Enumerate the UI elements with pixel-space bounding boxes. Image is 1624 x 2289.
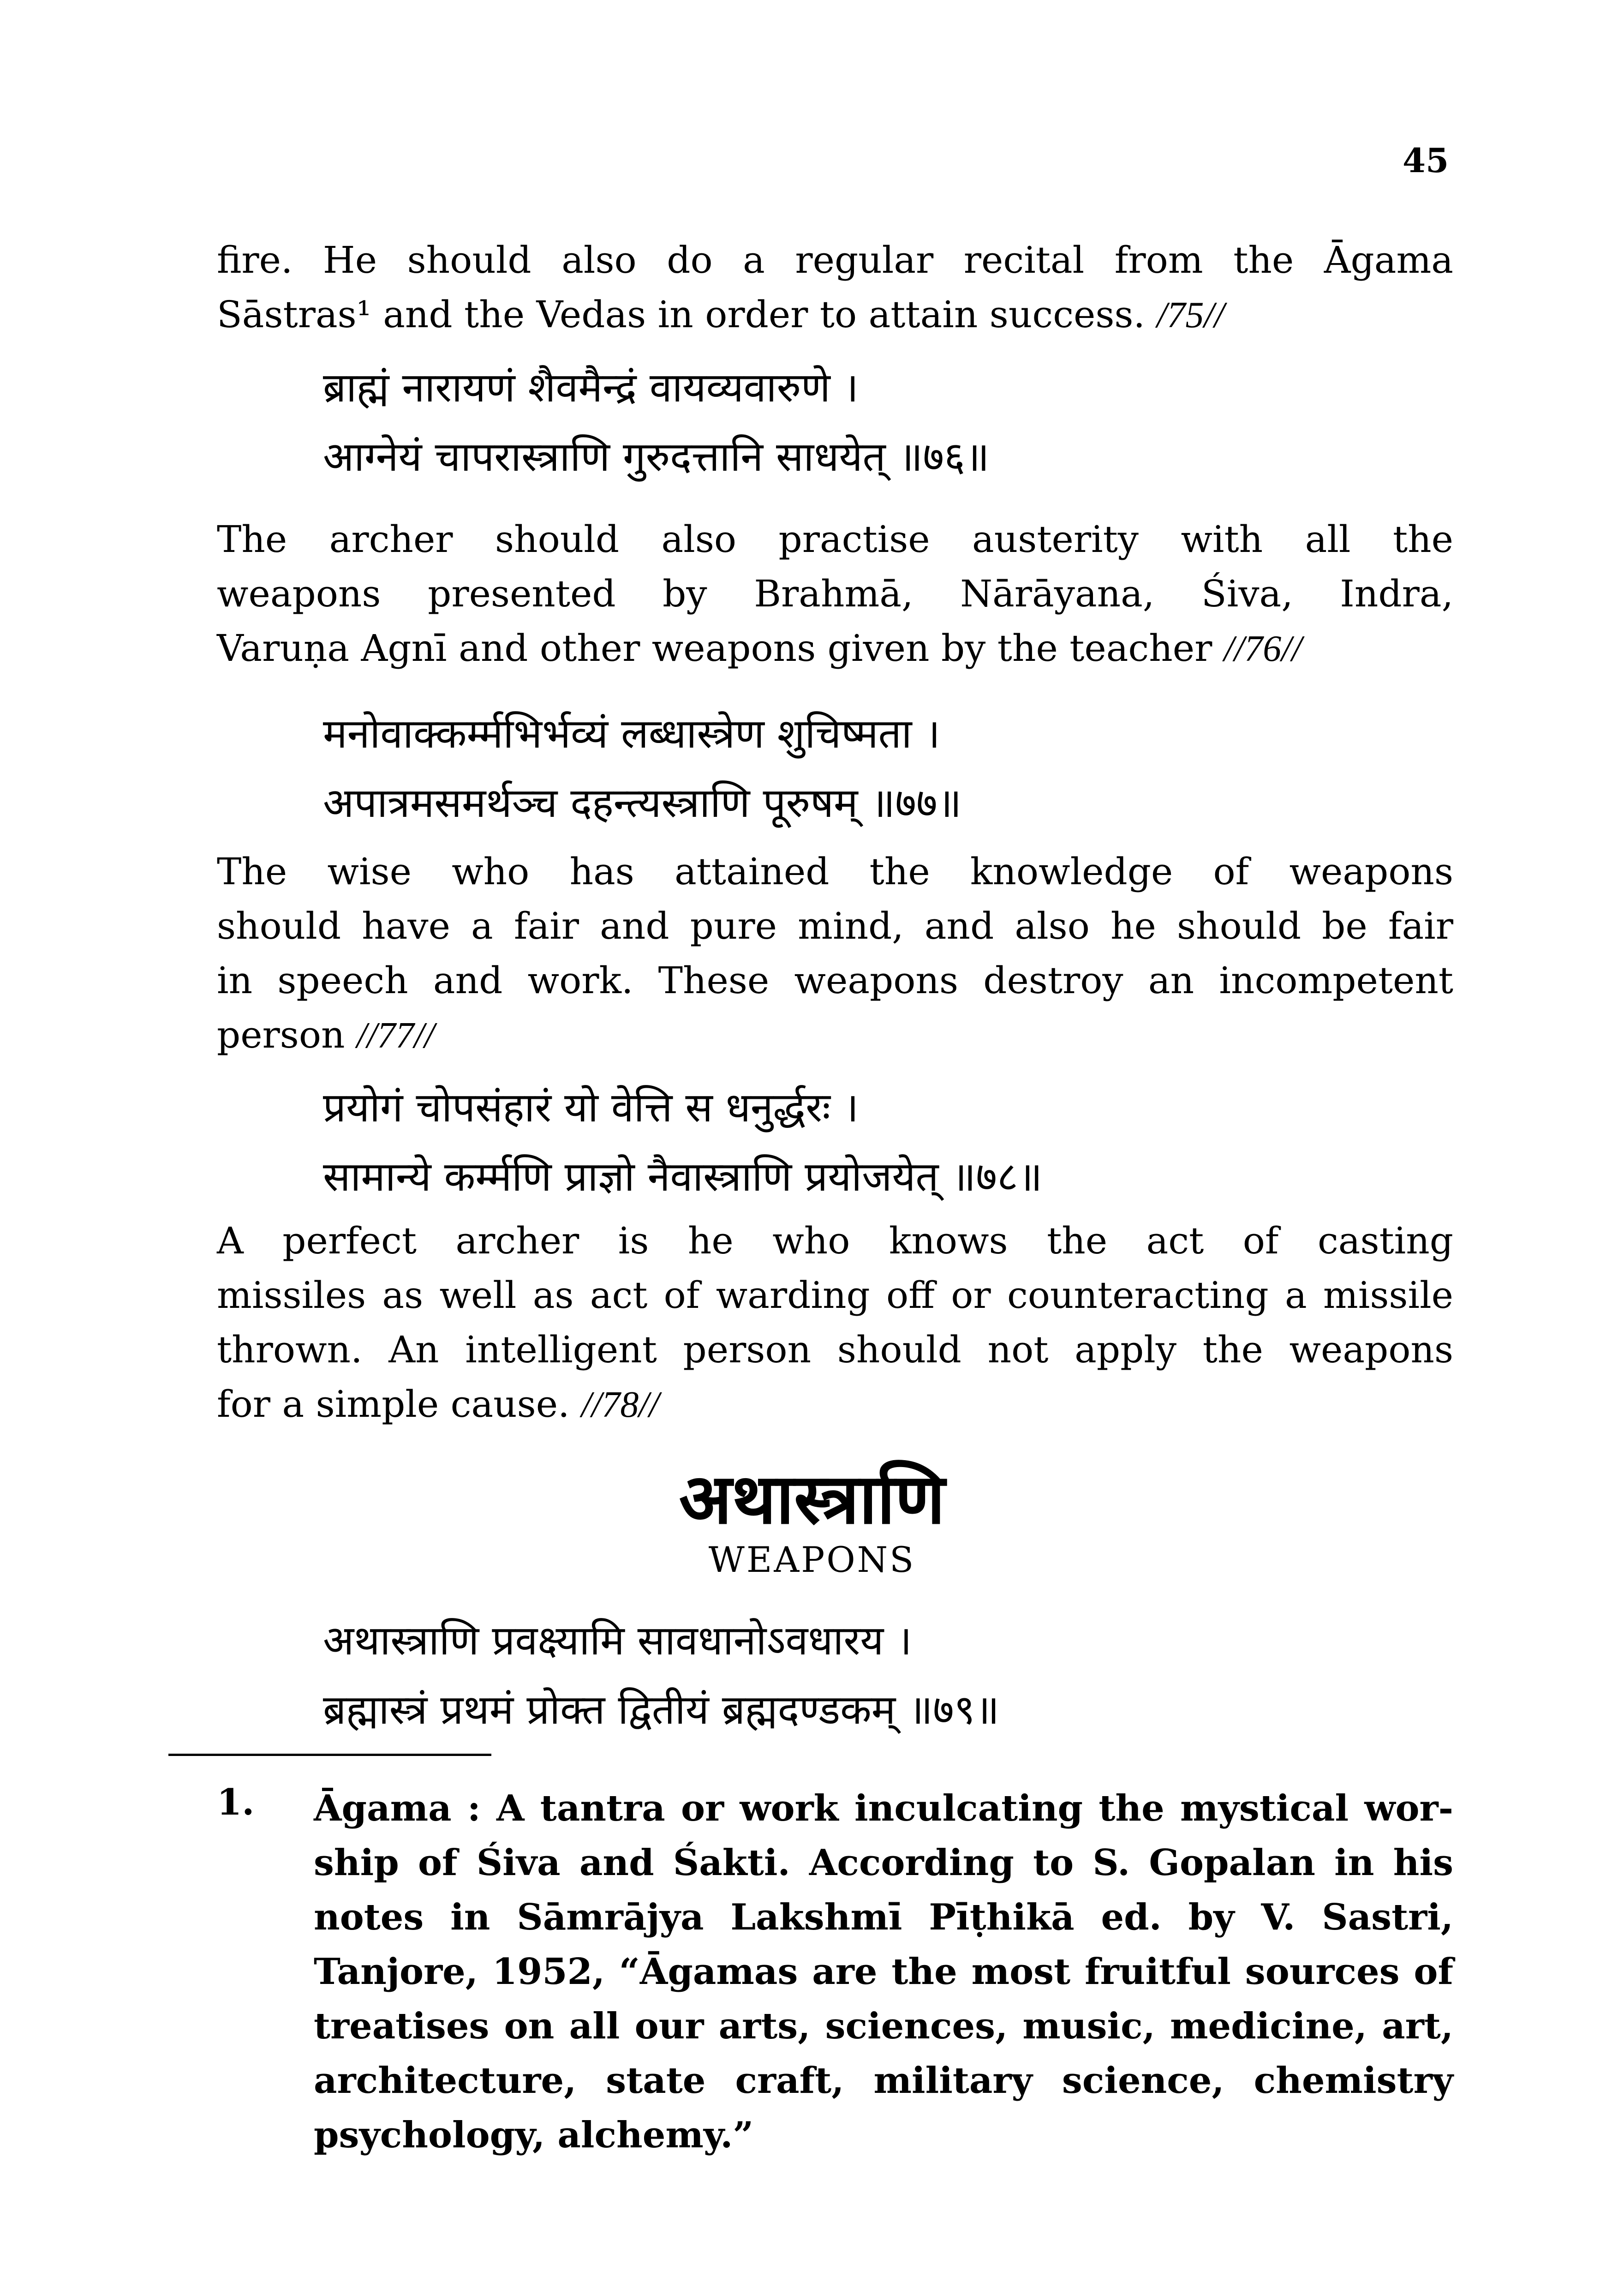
paragraph-line-with-ref [217,1008,1453,1063]
footnote-line: notes in Sāmrājya Lakshmī Pīṭhikā ed. by V. Sastri, [314,1896,1453,1938]
verse-line: प्रयोगं चोपसंहारं यो वेत्ति स धनुर्द्धरः । [323,1084,859,1131]
footnote-line: psychology, alchemy.” [314,2114,754,2156]
footnote-line: ship of Śiva and Śakti. According to S. Gopalan in his [314,1842,1453,1884]
paragraph-line: A perfect archer is he who knows the act of casting [217,1219,1453,1262]
paragraph-line: in speech and work. These weapons destroy an incompetent [217,959,1453,1002]
verse-line: ब्रह्मास्त्रं प्रथमं प्रोक्त द्वितीयं ब्रह्मदण्डकम् ॥७९॥ [323,1686,1000,1733]
verse-reference: //76// [1224,629,1302,669]
verse-line: अपात्रमसमर्थञ्च दहन्त्यस्त्राणि पूरुषम् ॥७७॥ [323,779,962,827]
paragraph-78 [217,1214,1453,1432]
verse-reference: /75// [1157,295,1224,336]
section-heading-sanskrit: अथास्त्राणि [679,1458,945,1540]
sanskrit-verse-78 [323,1073,1430,1211]
verse-line: अथास्त्राणि प्रवक्ष्यामि सावधानोऽवधारय । [323,1617,912,1664]
page-number: 45 [1403,141,1449,180]
footnote-line: treatises on all our arts, sciences, music, medicine, art, [314,2005,1453,2047]
verse-reference: //78// [581,1384,659,1425]
paragraph-line: Sāstras¹ and the Vedas in order to attain success. [217,293,1145,336]
paragraph-line: should have a fair and pure mind, and also he should be fair [217,905,1453,947]
verse-line: सामान्ये कर्म्मणि प्राज्ञो नैवास्त्राणि प्रयोजयेत् ॥७८॥ [323,1153,1043,1200]
verse-line: ब्राह्मं नारायणं शैवमैन्द्रं वायव्यवारुणे । [323,364,859,411]
paragraph-75 [217,233,1453,342]
sanskrit-verse-76 [323,353,1430,491]
paragraph-line: Varuṇa Agnī and other weapons given by the teacher [217,627,1212,670]
footnote-number: 1. [217,1781,255,1823]
paragraph-line-with-ref [217,621,1453,676]
paragraph-76 [217,512,1453,676]
sanskrit-verse-79 [323,1606,1430,1744]
footnote-text [314,1781,1453,2163]
sanskrit-verse-77 [323,699,1430,838]
footnote-divider [168,1754,491,1756]
footnote-line: Āgama : A tantra or work inculcating the mystical wor- [314,1787,1453,1829]
section-heading-english: WEAPONS [708,1539,916,1580]
paragraph-line: The archer should also practise austerity with all the [217,518,1453,561]
paragraph-77 [217,845,1453,1063]
verse-reference: //77// [356,1015,435,1056]
paragraph-line: The wise who has attained the knowledge of weapons [217,850,1453,893]
paragraph-line: missiles as well as act of warding off or counteracting a missile [217,1274,1453,1317]
paragraph-line-with-ref [217,1377,1453,1432]
paragraph-line: weapons presented by Brahmā, Nārāyana, Śiva, Indra, [217,572,1453,615]
paragraph-line: for a simple cause. [217,1383,570,1426]
paragraph-line-with-ref [217,288,1453,342]
verse-line: आग्नेयं चापरास्त्राणि गुरुदत्तानि साधयेत् ॥७६॥ [323,433,990,480]
verse-line: मनोवाक्कर्म्मभिर्भव्यं लब्धास्त्रेण शुचिष्मता । [323,710,940,757]
paragraph-line: person [217,1013,345,1056]
footnote-line: Tanjore, 1952, “Āgamas are the most fruitful sources of [314,1951,1453,1993]
paragraph-line: fire. He should also do a regular recital from the Āgama [217,239,1453,282]
paragraph-line: thrown. An intelligent person should not apply the weapons [217,1328,1453,1371]
footnote-line: architecture, state craft, military science, chemistry [314,2060,1453,2102]
